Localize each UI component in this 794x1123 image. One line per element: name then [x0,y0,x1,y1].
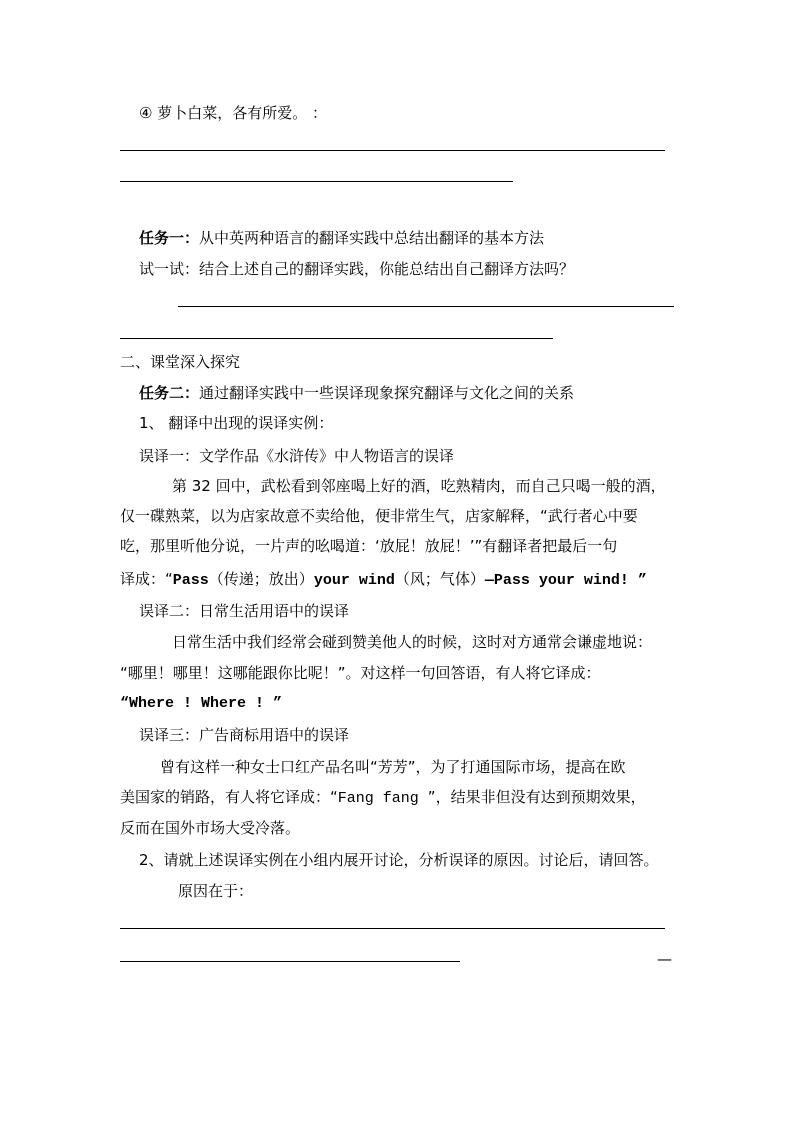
item-4: ④ 萝卜白菜，各有所爱。 ： [139,104,327,122]
answer-line[interactable] [120,150,665,151]
mistranslation-3-line: 曾有这样一种女士口红产品名叫“芳芳”，为了打通国际市场，提高在欧 [160,758,626,776]
task2-label: 任务二： [139,384,200,402]
mistranslation-1-line: 第 32 回中，武松看到邻座喝上好的酒，吃熟精肉，而自己只喝一般的酒， [172,477,666,495]
text-run: ”，结果非但没有达到预期效果， [427,788,646,806]
mistranslation-1-line: 吃，那里听他分说，一片声的吆喝道：‘放屁！放屁！’”有翻译者把最后一句 [120,537,618,555]
mistranslation-3-line [120,787,646,809]
mistranslation-2-line: “Where ! Where ! ” [120,695,283,712]
answer-line[interactable] [120,338,553,339]
mistranslation-3-line: 反而在国外市场大受冷落。 [120,819,301,837]
text-run: （传递；放出） [208,570,314,588]
text-run: （风；气体） [394,570,485,588]
point-1: 1、 翻译中出现的误译实例： [139,414,334,432]
section-2-heading: 二、课堂深入探究 [120,353,241,371]
reason-label: 原因在于： [178,882,254,900]
task1-label: 任务一： [139,229,200,247]
task1-text: 从中英两种语言的翻译实践中总结出翻译的基本方法 [199,229,545,247]
task2-text: 通过翻译实践中一些误译现象探究翻译与文化之间的关系 [199,384,575,402]
english-run: —Pass your wind! ” [484,572,647,589]
task2 [139,383,574,403]
mistranslation-2-line: 日常生活中我们经常会碰到赞美他人的时候，这时对方通常会谦虚地说： [172,633,653,651]
mistranslation-1-line [120,569,647,591]
answer-line[interactable] [120,181,513,182]
english-run: Fang fang [337,790,428,807]
mistranslation-2-line: “哪里！哪里！这哪能跟你比呢！”。对这样一句回答语，有人将它译成： [120,664,601,682]
text-run: 译成：“ [120,570,173,588]
point-2: 2、请就上述误译实例在小组内展开讨论，分析误译的原因。讨论后，请回答。 [139,851,659,869]
mistranslation-1-title: 误译一：文学作品《水浒传》中人物语言的误译 [139,447,455,465]
task1 [139,228,544,248]
english-run: Pass [172,572,209,589]
mistranslation-2-title: 误译二：日常生活用语中的误译 [139,602,350,620]
answer-line[interactable] [120,928,665,929]
answer-line[interactable] [120,961,460,962]
english-run: your wind [313,572,395,589]
text-run: 美国家的销路，有人将它译成：“ [120,788,338,806]
mistranslation-1-line: 仅一碟熟菜，以为店家故意不卖给他，便非常生气，店家解释，“武行者心中要 [120,507,638,525]
try-it: 试一试：结合上述自己的翻译实践，你能总结出自己翻译方法吗？ [139,260,575,278]
trailing-dash: — [657,950,672,968]
mistranslation-3-title: 误译三：广告商标用语中的误译 [139,726,350,744]
answer-line[interactable] [178,306,674,307]
